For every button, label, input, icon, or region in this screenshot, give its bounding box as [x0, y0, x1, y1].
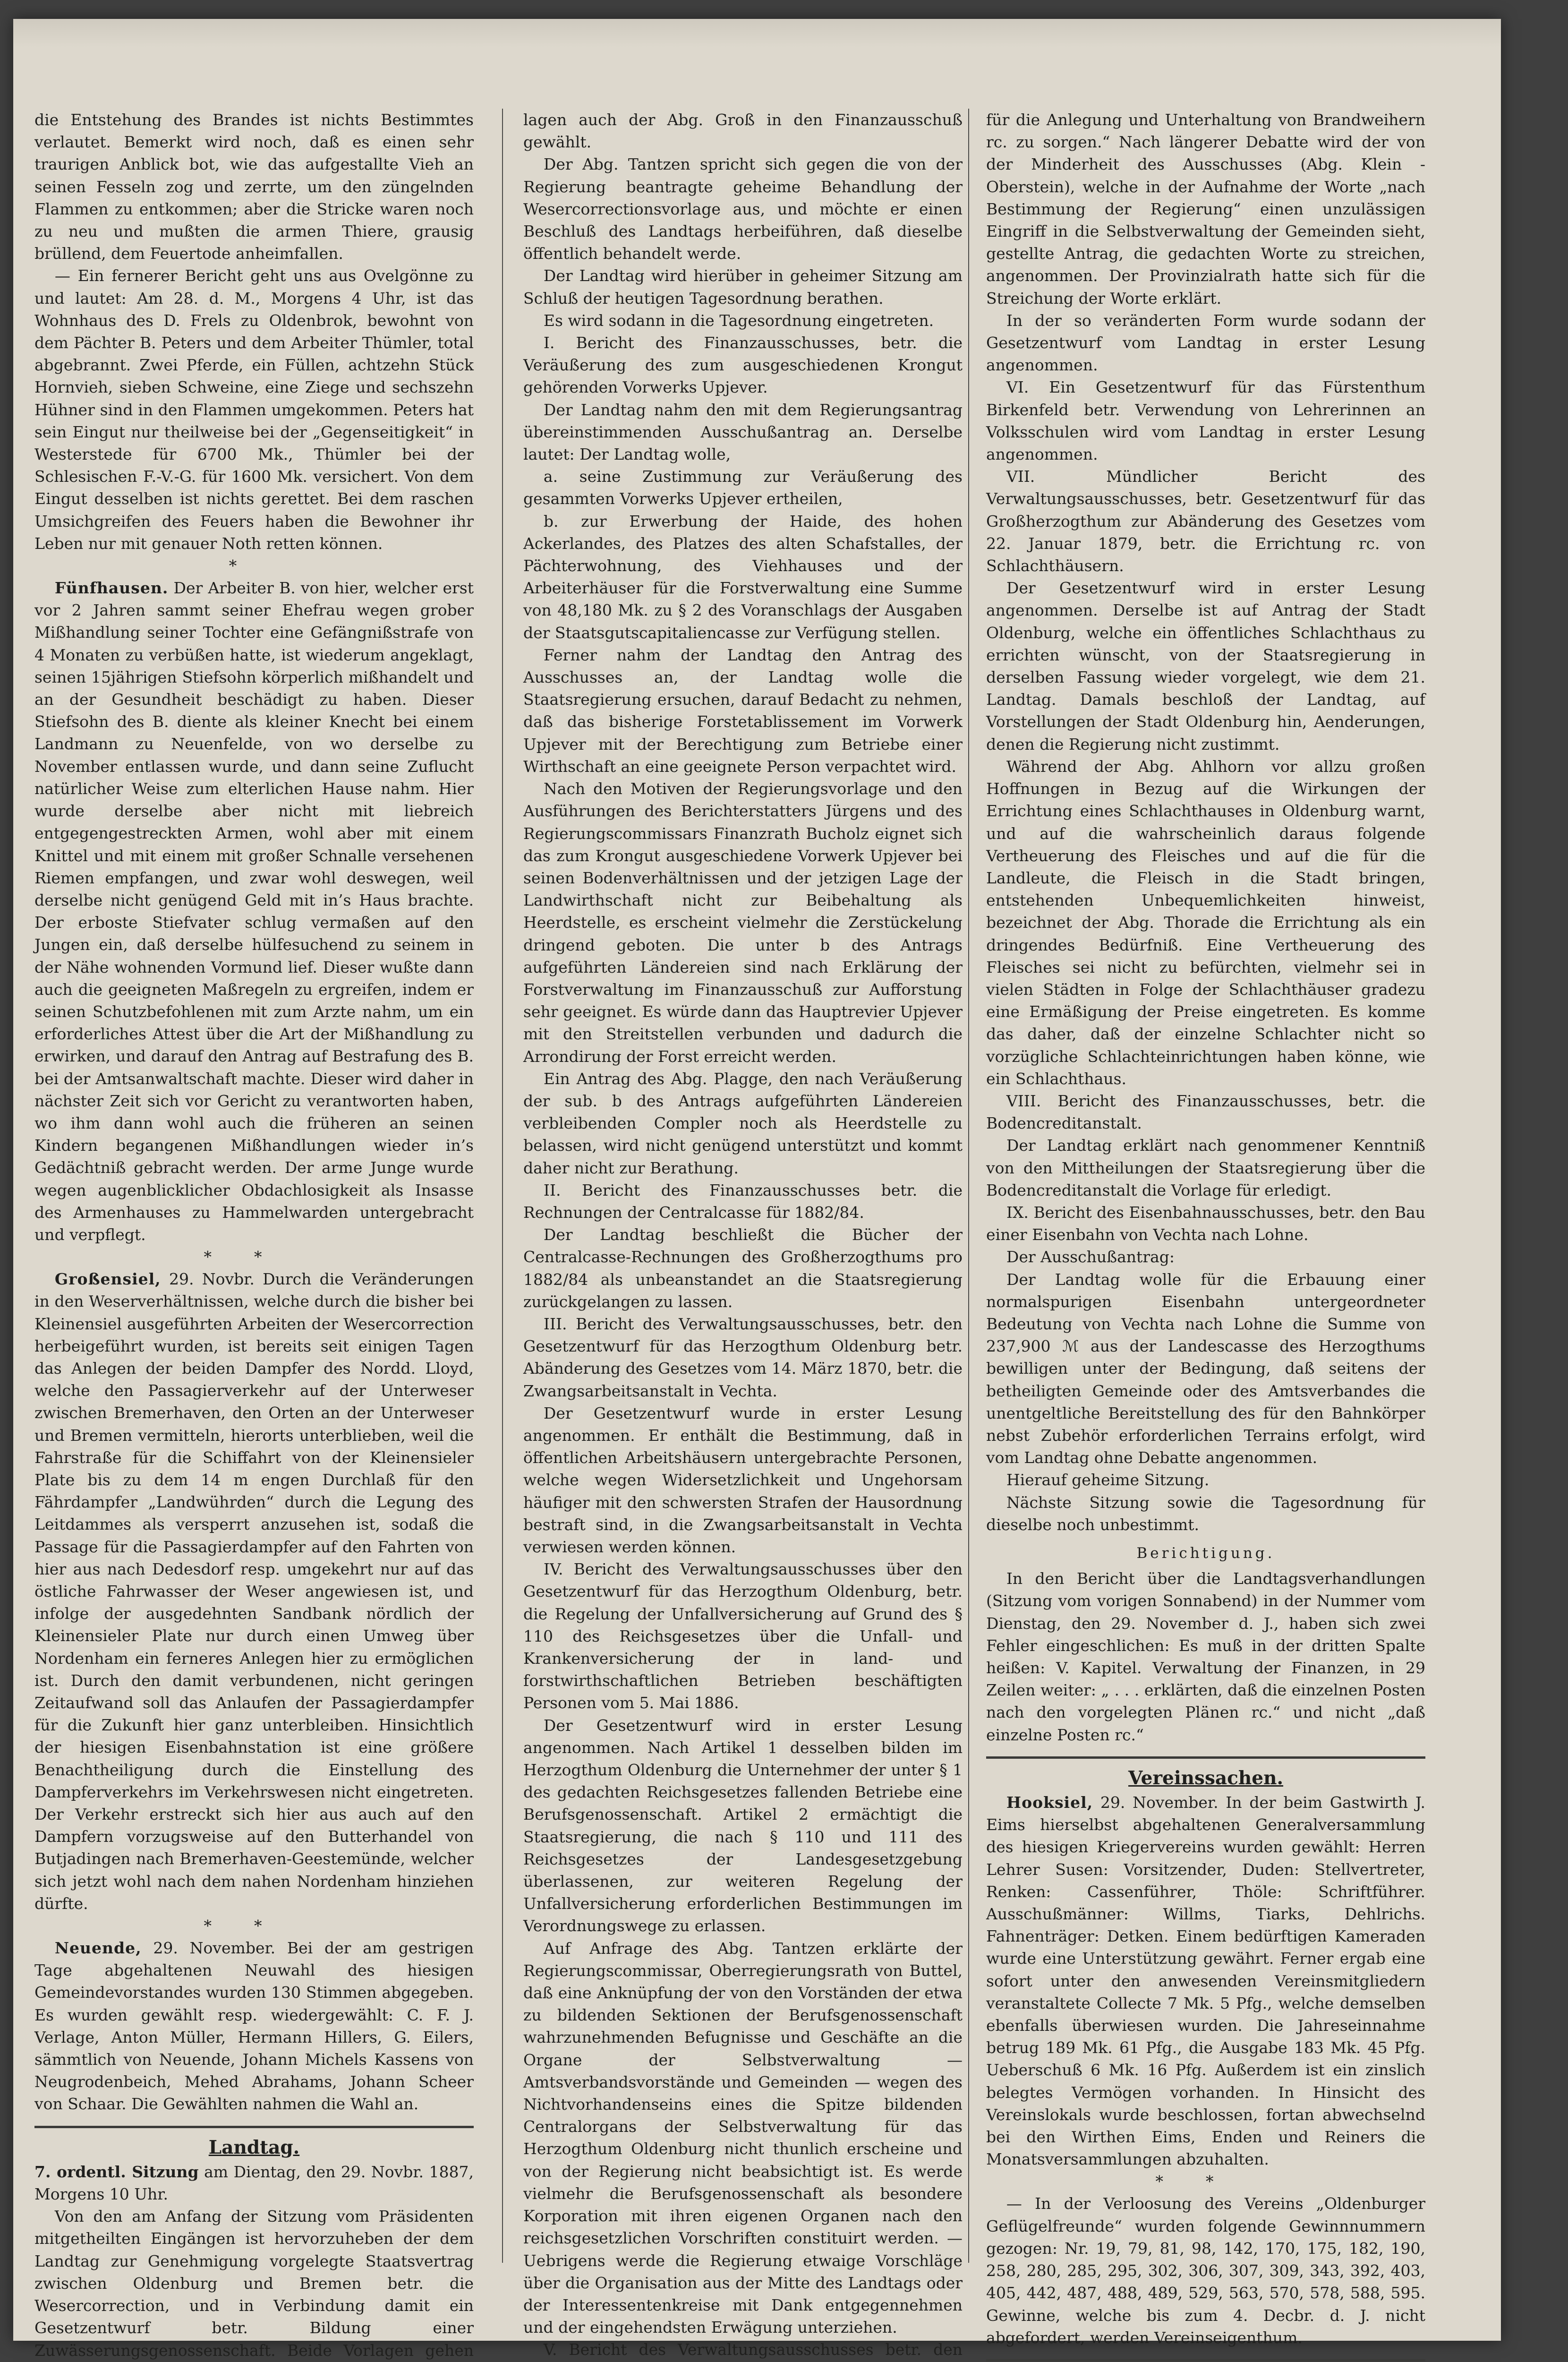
column-rule-1 [502, 109, 503, 2263]
page-top-edge [13, 19, 1501, 47]
section-rule [986, 2359, 1425, 2362]
article-paragraph: b. zur Erwerbung der Haide, des hohen Ackerlandes, des Platzes des alten Schafstalles, der Pächterwohnung, des Viehhauses und der Arbeiterhäuser für die Forstverwaltung eine Summe von 48,180 Mk. zu § 2 des Voranschlags der Ausgaben der Staatsgutscapitaliencasse zur Verfügung stellen. [523, 512, 963, 642]
article-paragraph: Von den am Anfang der Sitzung vom Präsidenten mitgetheilten Eingängen ist hervorzuheben der dem Landtag zur Genehmigung vorgelegte Staatsvertrag zwischen Oldenburg und Bremen betr. die Wesercorrection, und in Verbindung damit ein Gesetzentwurf betr. Bildung einer Zuwässerungsgenossenschaft. Beide Vorlagen gehen [34, 2207, 474, 2360]
article-paragraph: Ein Antrag des Abg. Plagge, den nach Veräußerung der sub. b des Antrags aufgeführten Ländereien verbleibenden Compler noch als Heerdstelle zu belassen, wird nicht genügend unterstützt und kommt daher nicht zur Berathung. [523, 1069, 963, 1177]
article-paragraph: IX. Bericht des Eisenbahnausschusses, betr. den Bau einer Eisenbahn von Vechta nach Lohne. [986, 1203, 1425, 1244]
article-paragraph: VII. Mündlicher Bericht des Verwaltungsausschusses, betr. Gesetzentwurf für das Großherzogthum zur Abänderung des Gesetzes vom 22. Januar 1879, betr. die Errichtung rc. von Schlachthäusern. [986, 467, 1425, 575]
section-rule [34, 2126, 474, 2128]
separator-stars: ** [204, 1917, 305, 1935]
column-rule-2 [968, 109, 969, 2263]
article-paragraph: Der Landtag wolle für die Erbauung einer normalspurigen Eisenbahn untergeordneter Bedeutung von Vechta nach Lohne die Summe von 237,900 ℳ aus der Landescasse des Herzogthums bewilligen unter der Bedingung, daß seitens der betheiligten Gemeinde oder des Amtsverbandes die unentgeltliche Bereitstellung des für den Bahnkörper nebst Zubehör erforderlichen Terrains erfolgt, wird vom Landtag ohne Debatte angenommen. [986, 1270, 1425, 1467]
article-paragraph: Großensiel, 29. Novbr. Durch die Veränderungen in den Weserverhältnissen, welche durch die bisher bei Kleinensiel ausgeführten Arbeiten der Wesercorrection herbeigeführt wurden, ist bereits seit einigen Tagen das Anlegen der beiden Dampfer des Nordd. Lloyd, welche den Passagierverkehr auf der Unterweser zwischen Bremerhaven, den Orten an der Unterweser und Bremen vermitteln, hierorts unterblieben, weil die Fahrstraße für die Schiffahrt von der Kleinensieler Plate bis zu dem 14 m engen Durchlaß für den Fährdampfer „Landwührden“ durch die Legung des Leitdammes als versperrt anzusehen ist, sodaß die Passage für die Passagierdampfer auf den Fahrten von hier aus nach Dedesdorf resp. umgekehrt nur auf das östliche Fahrwasser der Weser angewiesen ist, und infolge der ausgedehnten Sandbank nördlich der Kleinensieler Plate nur durch einen Umweg über Nordenham ein ferneres Anlegen hier zu ermöglichen ist. Durch den damit verbundenen, nicht geringen Zeitaufwand soll das Anlaufen der Passagierdampfer für die Zukunft hier ganz unterbleiben. Hinsichtlich der hiesigen Eisenbahnstation ist eine größere Benachtheiligung durch die Einstellung des Dampferverkehrs im Verkehrswesen nicht eingetreten. Der Verkehr erstreckt sich hier aus auch auf den Dampfern vorzugsweise auf den Butterhandel von Butjadingen nach Bremerhaven-Geestemünde, welcher sich jetzt wohl nach dem nahen Nordenham hinziehen dürfte. [34, 1270, 474, 1913]
session-lead: 7. ordentl. Sitzung am Dientag, den 29. Novbr. 1887, Morgens 10 Uhr. [34, 2162, 474, 2204]
article-paragraph: Ferner nahm der Landtag den Antrag des Ausschusses an, der Landtag wolle die Staatsregierung ersuchen, darauf Bedacht zu nehmen, daß das bisherige Forstetablissement im Vorwerk Upjever mit der Berechtigung zum Betriebe einer Wirthschaft an eine geeignete Person verpachtet wird. [523, 645, 963, 776]
article-paragraph: Auf Anfrage des Abg. Tantzen erklärte der Regierungscommissar, Oberregierungsrath von Buttel, daß eine Anknüpfung der von den Vorständen der etwa zu bildenden Sektionen der Berufsgenossenschaft wahrzunehmenden Befugnisse und Geschäfte an die Organe der Selbstverwaltung — Amtsverbandsvorstände und Gemeinden — wegen des Nichtvorhandenseins eines die Spitze bildenden Centralorgans der Selbstverwaltung für das Herzogthum Oldenburg nicht thunlich erscheine und von der Regierung nicht beabsichtigt ist. Es werde vielmehr die Berufsgenossenschaft als besondere Korporation mit ihren eigenen Organen nach den reichsgesetzlichen Vorschriften constituirt werden. — Uebrigens werde die Regierung etwaige Vorschläge über die Organisation aus der Mitte des Landtags oder der Interessentenkreise mit Dank entgegennehmen und der eingehendsten Erwägung unterziehen. [523, 1939, 963, 2337]
article-paragraph: Der Landtag erklärt nach genommener Kenntniß von den Mittheilungen der Staatsregierung über die Bodencreditanstalt die Vorlage für erledigt. [986, 1136, 1425, 1199]
article-paragraph: Der Gesetzentwurf wird in erster Lesung angenommen. Derselbe ist auf Antrag der Stadt Oldenburg, welche ein öffentliches Schlachthaus zu errichten wünscht, von der Staatsregierung in derselben Fassung wieder vorgelegt, wie dem 21. Landtag. Damals beschloß der Landtag, auf Vorstellungen der Stadt Oldenburg hin, Aenderungen, denen die Regierung nicht zustimmt. [986, 579, 1425, 753]
article-paragraph: Hierauf geheime Sitzung. [1006, 1471, 1210, 1489]
article-paragraph: Neuende, 29. November. Bei der am gestrigen Tage abgehaltenen Neuwahl des hiesigen Gemeindevorstandes wurden 130 Stimmen abgegeben. Es wurden gewählt resp. wiedergewählt: C. F. J. Verlage, Anton Müller, Hermann Hillers, G. Eilers, sämmtlich von Neuende, Johann Michels Kassens von Neugrodenbeich, Mehed Abrahams, Johann Scheer von Schaar. Die Gewählten nahmen die Wahl an. [34, 1939, 474, 2114]
article-paragraph: Nach den Motiven der Regierungsvorlage und den Ausführungen des Berichterstatters Jürgens und des Regierungscommissars Finanzrath Bucholz eignet sich das zum Krongut ausgeschiedene Vorwerk Upjever bei seinen Bodenverhältnissen und der jetzigen Lage der Landwirthschaft nicht zur Beibehaltung als Heerdstelle, es erscheint vielmehr die Zerstückelung dringend geboten. Die unter b des Antrags aufgeführten Ländereien sind nach Erklärung der Forstverwaltung im Finanzausschuß zur Aufforstung sehr geeignet. Es würde dann das Hauptrevier Upjever mit den Streitstellen verbunden und dadurch die Arrondirung der Forst erreicht werden. [523, 779, 963, 1066]
article-paragraph: die Entstehung des Brandes ist nichts Bestimmtes verlautet. Bemerkt wird noch, daß es einen sehr traurigen Anblick bot, wie das aufgestallte Vieh an seinen Fesseln zog und zerrte, um den züngelnden Flammen zu entkommen; aber die Stricke waren noch zu neu und mußten die armen Thiere, grausig brüllend, dem Feuertode anheimfallen. [34, 111, 474, 263]
newspaper-page [13, 19, 1501, 2360]
article-paragraph: Fünfhausen. Der Arbeiter B. von hier, welcher erst vor 2 Jahren sammt seiner Ehefrau wegen grober Mißhandlung seiner Tochter eine Gefängnißstrafe von 4 Monaten zu verbüßen hatte, ist wiederum angeklagt, seinen 15jährigen Stiefsohn körperlich mißhandelt und an der Gesundheit beschädigt zu haben. Dieser Stiefsohn des B. diente als kleiner Knecht bei einem Landmann zu Neuenfelde, von wo derselbe zu November entlassen wurde, und dann seine Zuflucht natürlicher Weise zum elterlichen Hause nahm. Hier wurde derselbe aber nicht mit liebreich entgegengestreckten Armen, wohl aber mit einem Knittel und mit einem mit großer Schnalle versehenen Riemen empfangen, und zwar wohl deswegen, weil derselbe nicht genügend Geld mit in’s Haus brachte. Der erboste Stiefvater schlug vermaßen auf den Jungen ein, daß derselbe hülfesuchend zu seinem in der Nähe wohnenden Vormund lief. Dieser wußte dann auch die geeigneten Maßregeln zu ergreifen, indem er seinen Schutzbefohlenen mit zum Arzte nahm, um ein erforderliches Attest über die Art der Mißhandlung zu erwirken, und darauf den Antrag auf Bestrafung des B. bei der Amtsanwaltschaft machte. Dieser wird daher in nächster Zeit sich vor Gericht zu verantworten haben, wo ihm dann wohl auch die früheren an seinen Kindern begangenen Mißhandlungen wieder in’s Gedächtniß gebracht werden. Der arme Junge wurde wegen augenblicklicher Obdachlosigkeit als Insasse des Armenhauses zu Hammelwarden untergebracht und verpflegt. [34, 579, 474, 1244]
separator-stars: * [229, 556, 280, 575]
article-paragraph: — Ein fernerer Bericht geht uns aus Ovelgönne zu und lautet: Am 28. d. M., Morgens 4 Uhr, ist das Wohnhaus des D. Frels zu Oldenbrok, bewohnt von dem Pächter B. Peters und dem Arbeiter Thümler, total abgebrannt. Zwei Pferde, ein Füllen, achtzehn Stück Hornvieh, sieben Schweine, eine Ziege und sechszehn Hühner sind in den Flammen umgekommen. Peters hat sein Eingut nur theilweise bei der „Gegenseitigkeit“ in Westerstede für 6700 Mk., Thümler bei der Schlesischen F.-V.-G. für 1600 Mk. versichert. Von dem Eingut desselben ist nichts gerettet. Bei dem raschen Umsichgreifen des Feuers haben die Bewohner ihr Leben nur mit genauer Noth retten können. [34, 266, 474, 553]
article-paragraph: a. seine Zustimmung zur Veräußerung des gesammten Vorwerks Upjever ertheilen, [523, 467, 963, 508]
article-paragraph: für die Anlegung und Unterhaltung von Brandweihern rc. zu sorgen.“ Nach längerer Debatte wird der von der Minderheit des Ausschusses (Abg. Klein - Oberstein), welche in der Aufnahme der Worte „nach Bestimmung der Regierung“ einen unzulässigen Eingriff in die Selbstverwaltung der Gemeinden sieht, gestellte Antrag, die gedachten Worte zu streichen, angenommen. Der Provinzialrath hatte sich für die Streichung der Worte erklärt. [986, 111, 1425, 308]
column-1 [34, 109, 474, 2360]
article-paragraph: Während der Abg. Ahlhorn vor allzu großen Hoffnungen in Bezug auf die Wirkungen der Errichtung eines Schlachthauses in Oldenburg warnt, und auf die wahrscheinlich daraus folgende Vertheuerung des Fleisches und auf die für die Landleute, die Fleisch in die Stadt bringen, entstehenden Unbequemlichkeiten hinweist, bezeichnet der Abg. Thorade die Errichtung als ein dringendes Bedürfniß. Eine Vertheuerung des Fleisches sei nicht zu befürchten, vielmehr sei in vielen Städten in Folge der Schlachthäuser gradezu eine Ermäßigung der Preise eingetreten. Es komme das daher, daß der einzelne Schlachter nicht so vorzügliche Schlachteinrichtungen haben könne, wie ein Schlachthaus. [986, 757, 1425, 1088]
article-paragraph: VI. Ein Gesetzentwurf für das Fürstenthum Birkenfeld betr. Verwendung von Lehrerinnen an Volksschulen wird vom Landtag in erster Lesung angenommen. [986, 378, 1425, 464]
article-paragraph: In der so veränderten Form wurde sodann der Gesetzentwurf vom Landtag in erster Lesung angenommen. [986, 311, 1425, 375]
article-paragraph: III. Bericht des Verwaltungsausschusses, betr. den Gesetzentwurf für das Herzogthum Oldenburg betr. Abänderung des Gesetzes vom 14. März 1870, betr. die Zwangsarbeitsanstalt in Vechta. [523, 1314, 963, 1400]
article-paragraph: Der Landtag beschließt die Bücher der Centralcasse-Rechnungen des Großherzogthums pro 1882/84 als unbeanstandet an die Staatsregierung zurückgelangen zu lassen. [523, 1225, 963, 1311]
dateline-location: Neuende, [54, 1939, 142, 1958]
article-paragraph: Der Abg. Tantzen spricht sich gegen die von der Regierung beantragte geheime Behandlung der Wesercorrectionsvorlage aus, und möchte er einen Beschluß des Landtags herbeiführen, daß dieselbe öffentlich behandelt werde. [523, 155, 963, 263]
column-3 [986, 109, 1425, 2347]
article-paragraph: Der Gesetzentwurf wurde in erster Lesung angenommen. Er enthält die Bestimmung, daß in öffentlichen Arbeitshäusern untergebrachte Personen, welche wegen Widersetzlichkeit und Ungehorsam häufiger mit den schwersten Strafen der Hausordnung bestraft sind, in die Zwangsarbeitsanstalt in Vechta verwiesen werden können. [523, 1404, 963, 1556]
article-paragraph: Nächste Sitzung sowie die Tagesordnung für dieselbe noch unbestimmt. [986, 1493, 1425, 1534]
correction-heading: Berichtigung. [1136, 1545, 1275, 1562]
separator-stars: ** [1155, 2172, 1256, 2191]
article-paragraph: Der Gesetzentwurf wird in erster Lesung angenommen. Nach Artikel 1 desselben bilden im Herzogthum Oldenburg die Unternehmer der unter § 1 des gedachten Reichsgesetzes fallenden Betriebe eine Berufsgenossenschaft. Artikel 2 ermächtigt die Staatsregierung, die nach § 110 und 111 des Reichsgesetzes der Landesgesetzgebung überlassenen, zur weiteren Regelung der Unfallversicherung erforderlichen Bestimmungen im Verordnungswege zu erlassen. [523, 1716, 963, 1935]
dateline-location: Fünfhausen. [54, 579, 169, 598]
article-paragraph: lagen auch der Abg. Groß in den Finanzausschuß gewählt. [523, 111, 963, 152]
article-paragraph: Hooksiel, 29. November. In der beim Gastwirth J. Eims hierselbst abgehaltenen Generalversammlung des hiesigen Kriegervereins wurden gewählt: Herren Lehrer Susen: Vorsitzender, Duden: Stellvertreter, Renken: Cassenführer, Thöle: Schriftführer. Ausschußmänner: Willms, Tiarks, Dehlrichs. Fahnenträger: Detken. Einem bedürftigen Kameraden wurde eine Unterstützung gewährt. Ferner ergab eine sofort unter den anwesenden Vereinsmitgliedern veranstaltete Collecte 7 Mk. 5 Pfg., welche demselben ebenfalls überwiesen wurden. Die Jahreseinnahme betrug 189 Mk. 61 Pfg., die Ausgabe 183 Mk. 45 Pfg. Ueberschuß 6 Mk. 16 Pfg. Außerdem ist ein zinslich belegtes Vermögen vorhanden. In Hinsicht des Vereinslokals wurde beschlossen, fortan abwechselnd bei den Wirthen Eims, Enden und Reiners die Monatsversammlungen abzuhalten. [986, 1793, 1425, 2169]
dateline-location: Großensiel, [54, 1270, 161, 1289]
article-paragraph: II. Bericht des Finanzausschusses betr. die Rechnungen der Centralcasse für 1882/84. [523, 1181, 963, 1222]
column-2 [523, 109, 963, 2359]
article-paragraph: V. Bericht des Verwaltungsausschusses betr. den [543, 2340, 963, 2359]
section-heading: Landtag. [208, 2136, 300, 2158]
article-paragraph: IV. Bericht des Verwaltungsausschusses über den Gesetzentwurf für das Herzogthum Oldenburg, betr. die Regelung der Unfallversicherung auf Grund des § 110 des Reichsgesetzes über die Unfall- und Krankenversicherung der in land- und forstwirthschaftlichen Betrieben beschäftigten Personen vom 5. Mai 1886. [523, 1560, 963, 1712]
article-paragraph: In den Bericht über die Landtagsverhandlungen (Sitzung vom vorigen Sonnabend) in der Nummer vom Dienstag, den 29. November d. J., haben sich zwei Fehler eingeschlichen: Es muß in der dritten Spalte heißen: V. Kapitel. Verwaltung der Finanzen, in 29 Zeilen weiter: „ . . . erklärten, daß die einzelnen Posten nach den vorgelegten Plänen rc.“ und nicht „daß einzelne Posten rc.“ [986, 1569, 1425, 1744]
article-paragraph: Es wird sodann in die Tagesordnung eingetreten. [543, 311, 934, 330]
separator-stars: ** [204, 1248, 305, 1267]
article-paragraph: VIII. Bericht des Finanzausschusses, betr. die Bodencreditanstalt. [986, 1091, 1425, 1133]
dateline-location: Hooksiel, [1006, 1793, 1093, 1812]
article-paragraph: — In der Verloosung des Vereins „Oldenburger Geflügelfreunde“ wurden folgende Gewinnnummern gezogen: Nr. 19, 79, 81, 98, 142, 170, 175, 182, 190, 258, 280, 285, 295, 302, 306, 307, 309, 343, 392, 403, 405, 442, 487, 488, 489, 529, 563, 570, 578, 588, 595. Gewinne, welche bis zum 4. Decbr. d. J. nicht abgefordert, werden Vereinseigenthum. [986, 2194, 1425, 2347]
section-heading: Vereinssachen. [1128, 1767, 1284, 1789]
article-paragraph: I. Bericht des Finanzausschusses, betr. die Veräußerung des zum ausgeschiedenen Krongut gehörenden Vorwerks Upjever. [523, 334, 963, 397]
section-rule [986, 1756, 1425, 1759]
article-paragraph: Der Landtag nahm den mit dem Regierungsantrag übereinstimmenden Ausschußantrag an. Derselbe lautet: Der Landtag wolle, [523, 400, 963, 464]
article-paragraph: Der Ausschußantrag: [1006, 1248, 1175, 1267]
article-paragraph: Der Landtag wird hierüber in geheimer Sitzung am Schluß der heutigen Tagesordnung berathen. [523, 266, 963, 308]
